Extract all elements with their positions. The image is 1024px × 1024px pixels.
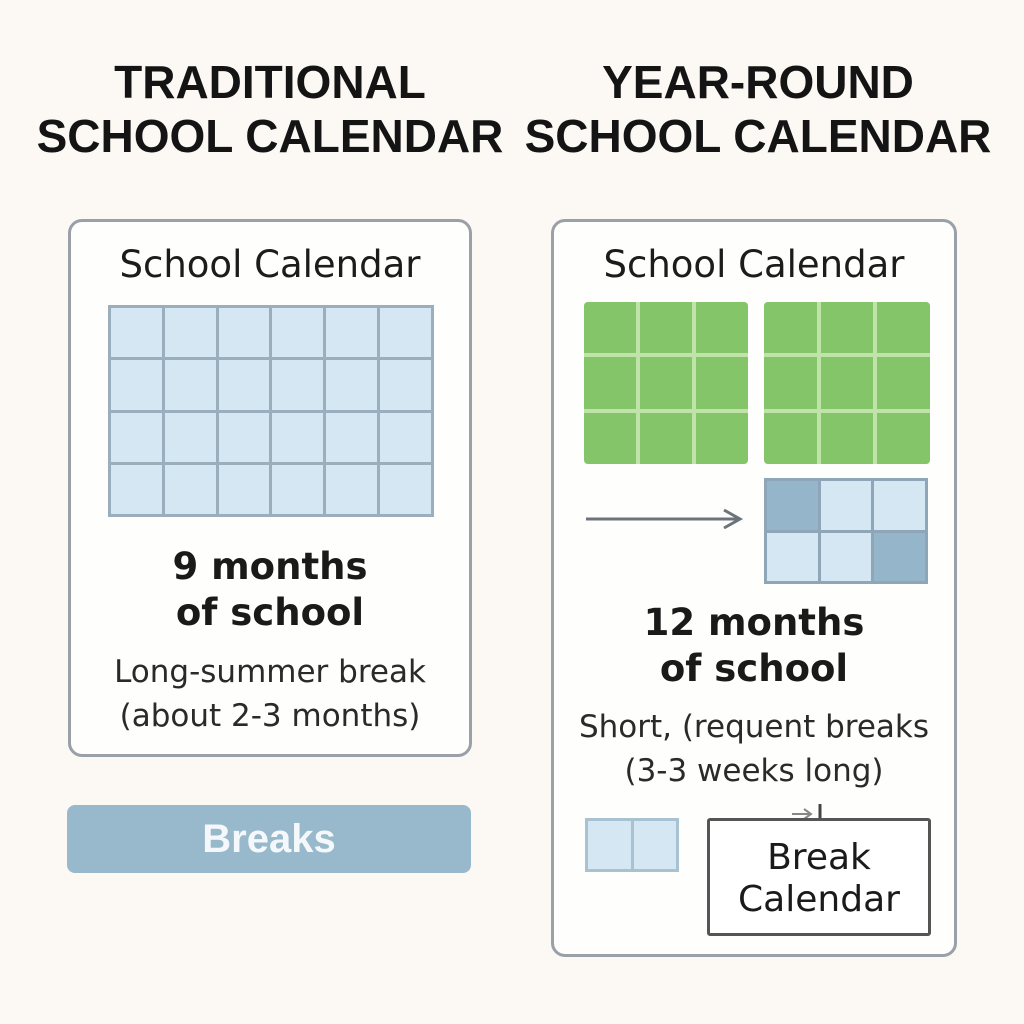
calendar-cell bbox=[874, 481, 925, 530]
traditional-panel-title: School Calendar bbox=[119, 243, 421, 286]
calendar-cell bbox=[272, 465, 323, 514]
year-round-calendar-panel bbox=[551, 219, 957, 957]
calendar-cell bbox=[696, 302, 748, 353]
calendar-cell bbox=[640, 357, 692, 408]
calendar-cell bbox=[640, 302, 692, 353]
calendar-cell bbox=[326, 413, 377, 462]
break-calendar-label bbox=[710, 837, 928, 921]
calendar-cell bbox=[584, 413, 636, 464]
right-arrow-icon bbox=[584, 507, 746, 531]
break-calendar-line2: Calendar bbox=[738, 879, 900, 920]
calendar-cell bbox=[111, 360, 162, 409]
break-cell bbox=[874, 533, 925, 582]
calendar-cell bbox=[272, 308, 323, 357]
break-cell bbox=[767, 481, 818, 530]
calendar-cell bbox=[380, 308, 431, 357]
break-calendar-box bbox=[707, 818, 931, 936]
calendar-cell bbox=[165, 413, 216, 462]
calendar-cell bbox=[219, 308, 270, 357]
calendar-cell bbox=[634, 821, 677, 869]
calendar-cell bbox=[272, 360, 323, 409]
calendar-cell bbox=[877, 357, 930, 408]
calendar-cell bbox=[326, 465, 377, 514]
calendar-cell bbox=[165, 465, 216, 514]
traditional-heading-line2: SCHOOL CALENDAR bbox=[36, 110, 504, 162]
calendar-cell bbox=[640, 413, 692, 464]
calendar-cell bbox=[821, 481, 872, 530]
year-round-months-stat bbox=[554, 600, 954, 692]
calendar-cell bbox=[821, 413, 874, 464]
traditional-stat-line2: of school bbox=[175, 591, 365, 634]
calendar-cell bbox=[380, 360, 431, 409]
traditional-calendar-panel bbox=[68, 219, 472, 757]
year-round-stat-line1: 12 months bbox=[643, 601, 865, 644]
calendar-cell bbox=[219, 360, 270, 409]
year-round-desc-line1: Short, (requent breaks bbox=[578, 709, 930, 745]
calendar-cell bbox=[877, 413, 930, 464]
calendar-cell bbox=[219, 465, 270, 514]
school-term-grid-2 bbox=[764, 302, 930, 464]
calendar-cell bbox=[165, 360, 216, 409]
traditional-heading bbox=[20, 55, 520, 163]
calendar-cell bbox=[111, 308, 162, 357]
year-round-stat-line2: of school bbox=[659, 647, 849, 690]
calendar-cell bbox=[111, 465, 162, 514]
year-round-break-description bbox=[554, 705, 954, 793]
calendar-cell bbox=[696, 357, 748, 408]
traditional-heading-line1: TRADITIONAL bbox=[114, 56, 426, 108]
traditional-desc-line2: (about 2-3 months) bbox=[119, 698, 421, 734]
break-calendar-line1: Break bbox=[767, 837, 871, 878]
breaks-button[interactable]: Breaks bbox=[67, 805, 471, 873]
calendar-cell bbox=[821, 357, 874, 408]
calendar-cell bbox=[584, 357, 636, 408]
calendar-cell bbox=[821, 533, 872, 582]
calendar-cell bbox=[764, 357, 817, 408]
year-round-heading bbox=[508, 55, 1008, 163]
calendar-cell bbox=[767, 533, 818, 582]
break-grid bbox=[764, 478, 928, 584]
mini-break-grid bbox=[585, 818, 679, 872]
calendar-cell bbox=[764, 413, 817, 464]
traditional-calendar-grid bbox=[108, 305, 434, 517]
year-round-heading-line2: SCHOOL CALENDAR bbox=[524, 110, 992, 162]
calendar-cell bbox=[219, 413, 270, 462]
calendar-cell bbox=[821, 302, 874, 353]
calendar-cell bbox=[584, 302, 636, 353]
calendar-cell bbox=[696, 413, 748, 464]
traditional-months-stat bbox=[71, 544, 469, 636]
calendar-cell bbox=[380, 465, 431, 514]
calendar-cell bbox=[165, 308, 216, 357]
traditional-stat-line1: 9 months bbox=[172, 545, 368, 588]
calendar-cell bbox=[380, 413, 431, 462]
calendar-cell bbox=[588, 821, 631, 869]
year-round-heading-line1: YEAR-ROUND bbox=[602, 56, 914, 108]
school-term-grid-1 bbox=[584, 302, 748, 464]
traditional-break-description bbox=[71, 650, 469, 738]
calendar-cell bbox=[326, 360, 377, 409]
traditional-desc-line1: Long-summer break bbox=[114, 654, 426, 690]
calendar-cell bbox=[111, 413, 162, 462]
year-round-panel-title: School Calendar bbox=[603, 243, 905, 286]
calendar-cell bbox=[877, 302, 930, 353]
calendar-cell bbox=[326, 308, 377, 357]
calendar-cell bbox=[764, 302, 817, 353]
calendar-cell bbox=[272, 413, 323, 462]
year-round-desc-line2: (3-3 weeks long) bbox=[624, 753, 884, 789]
